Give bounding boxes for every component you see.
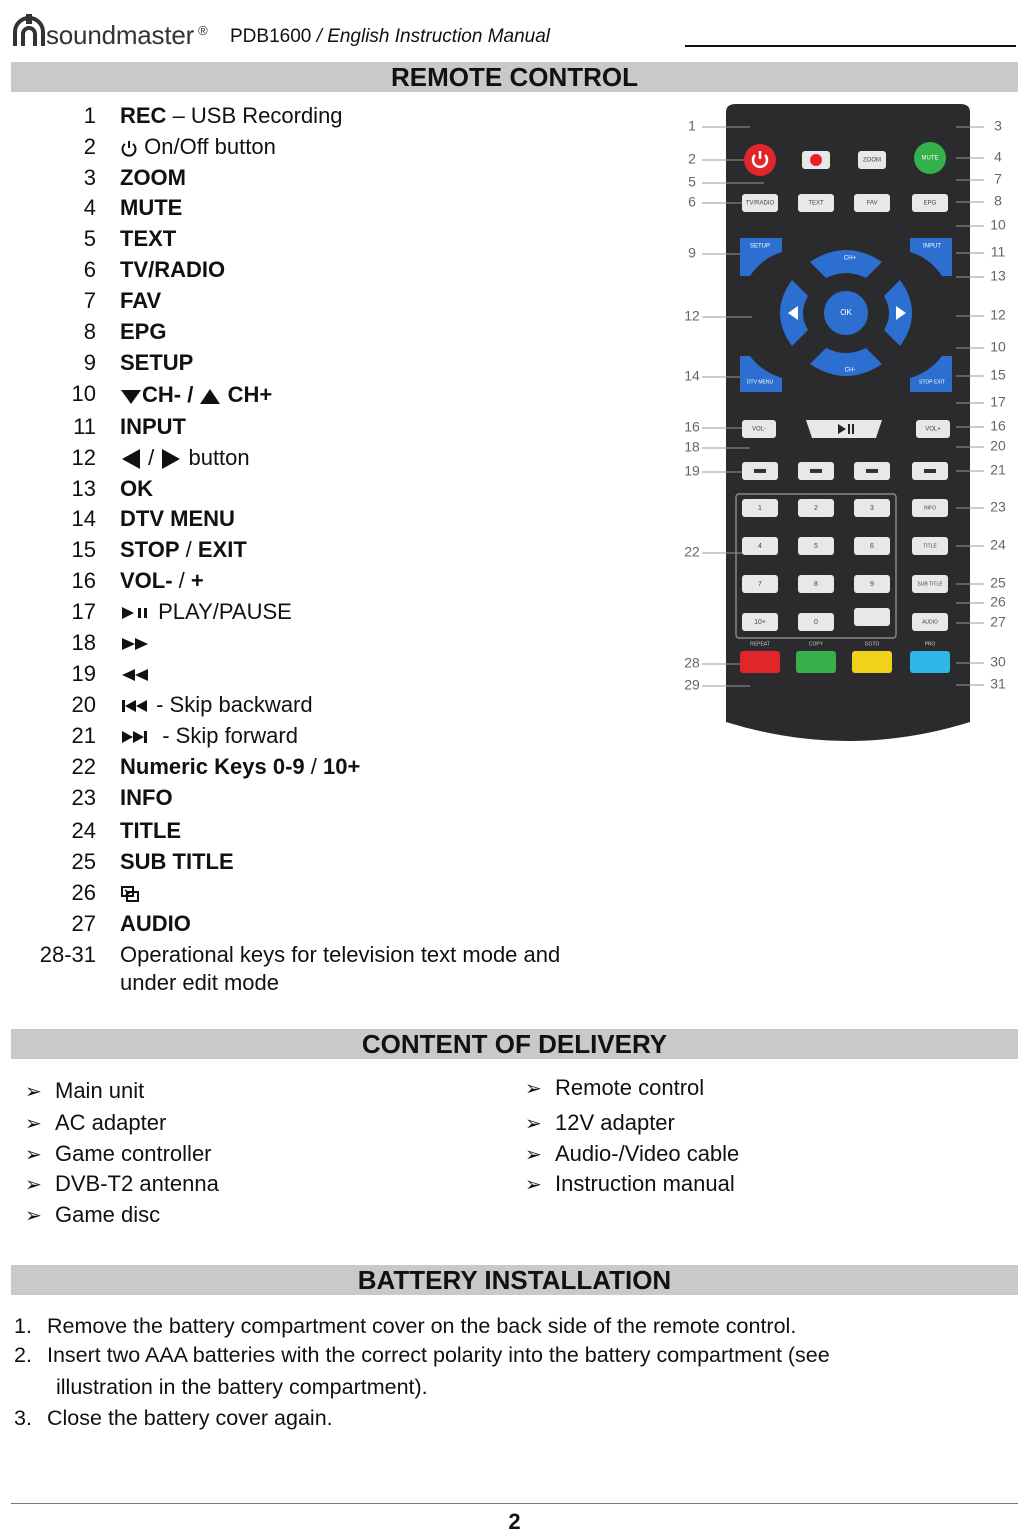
list-number: 22 [71, 754, 96, 779]
list-label [120, 880, 140, 906]
list-label [120, 661, 152, 687]
delivery-item [525, 1075, 704, 1101]
transport-icon [866, 469, 878, 473]
callout-number: 14 [684, 367, 700, 384]
list-label [120, 754, 360, 780]
callout-number: 12 [990, 306, 1006, 323]
list-number: 15 [71, 537, 96, 562]
list-number: 13 [71, 476, 96, 501]
list-number: 19 [71, 661, 96, 686]
key-desc: PLAY/PAUSE [158, 599, 292, 624]
delivery-item [25, 1141, 212, 1167]
list-label [120, 319, 166, 345]
battery-step [14, 1314, 796, 1339]
list-label [120, 723, 298, 749]
triangle-right-icon [160, 448, 182, 470]
key-desc: button [188, 445, 250, 470]
bullet-arrow-icon: ➢ [525, 1078, 542, 1100]
key-name-2: CH+ [227, 382, 273, 407]
section-heading-remote [11, 62, 1018, 92]
key-desc: - Skip forward [150, 723, 298, 748]
list-number: 11 [73, 414, 96, 439]
key-name: REC [120, 103, 167, 128]
callout-number: 20 [990, 437, 1006, 454]
bullet-arrow-icon: ➢ [525, 1174, 542, 1196]
record-icon [810, 154, 822, 166]
button-label: 1 [758, 504, 762, 512]
step-number: 3. [14, 1406, 32, 1430]
list-number: 27 [71, 911, 96, 936]
button-label: INFO [924, 505, 936, 512]
transport-icon [810, 469, 822, 473]
list-label [120, 195, 182, 221]
button-label: TV/RADIO [745, 200, 775, 207]
list-number: 23 [71, 785, 96, 810]
list-number: 28-31 [39, 942, 96, 967]
key-name-2: + [190, 568, 204, 593]
step-text: Close the battery cover again. [47, 1406, 333, 1430]
callout-number: 6 [688, 193, 696, 210]
list-label [120, 226, 176, 252]
separator: / [179, 537, 198, 562]
goto-color-button [852, 651, 892, 673]
key-name: ZOOM [120, 165, 186, 190]
list-number: 18 [71, 630, 96, 655]
callout-number: 17 [990, 393, 1006, 410]
document-subtitle [230, 26, 550, 48]
button-label: STOP EXIT [919, 379, 945, 386]
callout-number: 2 [688, 150, 696, 167]
key-name: CH- / [142, 382, 200, 407]
callout-number: 5 [688, 173, 696, 190]
callout-number: 15 [990, 366, 1006, 383]
callout-number: 16 [990, 417, 1006, 434]
button-label: CH- [844, 367, 856, 374]
power-icon [120, 139, 138, 157]
bullet-arrow-icon: ➢ [25, 1081, 42, 1103]
remote-control-illustration [678, 100, 1014, 770]
key-desc: – USB Recording [166, 103, 343, 128]
button-label: 0 [814, 618, 818, 626]
list-number: 10 [71, 381, 96, 406]
list-label [120, 257, 225, 283]
pause-bar [852, 424, 854, 434]
goto-icon [120, 884, 140, 904]
callout-number: 29 [684, 676, 700, 693]
section-title: BATTERY INSTALLATION [357, 1264, 672, 1295]
list-number: 4 [83, 195, 96, 220]
key-name: EPG [120, 319, 167, 344]
battery-step [14, 1343, 830, 1368]
button-label: 6 [870, 542, 874, 550]
callout-number: 3 [994, 117, 1002, 134]
list-number: 21 [71, 723, 96, 748]
section-heading-battery [11, 1265, 1018, 1295]
step-number: 1. [14, 1314, 32, 1338]
list-label [120, 382, 272, 408]
button-label: OK [840, 308, 852, 318]
brand-name: soundmaster [46, 20, 195, 50]
list-number: 2 [83, 134, 96, 159]
button-label: 4 [758, 542, 762, 550]
callout-number: 25 [990, 574, 1006, 591]
delivery-item [25, 1078, 144, 1104]
list-label [120, 414, 186, 440]
delivery-item-text: Audio-/Video cable [555, 1141, 740, 1166]
callout-number: 28 [684, 654, 700, 671]
key-name-2: EXIT [197, 537, 247, 562]
callout-number: 26 [990, 593, 1006, 610]
list-number: 7 [83, 288, 96, 313]
button-label: DTV MENU [746, 379, 774, 386]
callout-number: 9 [688, 244, 696, 261]
callout-number: 18 [684, 438, 700, 455]
key-name: TITLE [120, 818, 182, 843]
key-desc-2: under edit mode [120, 970, 279, 995]
list-label [120, 506, 235, 532]
list-number: 3 [83, 165, 96, 190]
soundmaster-logo-icon [12, 12, 46, 48]
button-label: VOL+ [925, 426, 941, 433]
list-number: 5 [83, 226, 96, 251]
play-pause-icon [120, 605, 152, 621]
step-number: 2. [14, 1343, 32, 1367]
bullet-arrow-icon: ➢ [25, 1113, 42, 1135]
footer-rule [11, 1503, 1018, 1504]
power-button [744, 144, 776, 176]
section-title: REMOTE CONTROL [391, 61, 638, 92]
key-name: SETUP [120, 350, 194, 375]
list-label [120, 165, 186, 191]
button-label: EPG [923, 200, 937, 207]
delivery-item [525, 1171, 735, 1197]
page-number: 2 [508, 1509, 521, 1534]
list-label [120, 692, 313, 718]
key-name: MUTE [120, 195, 183, 220]
goto-button [854, 608, 890, 626]
color-key-label: PRO [924, 641, 936, 648]
button-label: CH+ [843, 255, 857, 262]
separator: / [142, 445, 161, 470]
step-text: illustration in the battery compartment). [56, 1375, 428, 1399]
list-label [120, 818, 181, 844]
list-label [120, 288, 161, 314]
key-desc: - Skip backward [150, 692, 313, 717]
list-number: 25 [71, 849, 96, 874]
registered-mark: ® [198, 23, 208, 38]
callout-number: 12 [684, 307, 700, 324]
button-label: 2 [814, 504, 818, 512]
callout-number: 10 [990, 216, 1006, 233]
bullet-arrow-icon: ➢ [525, 1144, 542, 1166]
key-name: FAV [120, 288, 162, 313]
key-name-2: 10+ [323, 754, 361, 779]
button-label: VOL- [751, 426, 767, 433]
button-label: FAV [866, 200, 878, 207]
delivery-item-text: Main unit [55, 1078, 145, 1103]
list-label [120, 134, 276, 160]
button-label: 9 [870, 580, 874, 588]
callout-number: 10 [990, 338, 1006, 355]
list-number: 9 [83, 350, 96, 375]
button-label: TITLE [923, 543, 937, 550]
callout-number: 22 [684, 543, 700, 560]
key-name: SUB TITLE [120, 849, 234, 874]
battery-step [14, 1406, 333, 1431]
delivery-item [25, 1171, 219, 1197]
delivery-item-text: Remote control [555, 1075, 705, 1100]
list-number: 12 [71, 445, 96, 470]
bullet-arrow-icon: ➢ [25, 1174, 42, 1196]
callout-number: 23 [990, 498, 1006, 515]
list-label [120, 537, 247, 563]
delivery-item [525, 1141, 739, 1167]
step-text: Insert two AAA batteries with the correct polarity into the battery compartment (see [47, 1343, 830, 1367]
callout-number: 8 [994, 192, 1002, 209]
model-number: PDB1600 [230, 26, 312, 47]
color-key-label: GOTO [864, 641, 880, 648]
list-label [120, 911, 191, 937]
color-key-label: REPEAT [750, 641, 770, 648]
delivery-item-text: 12V adapter [555, 1110, 675, 1135]
list-number: 14 [71, 506, 96, 531]
list-label [120, 568, 204, 594]
delivery-item [525, 1110, 675, 1136]
callout-number: 31 [990, 675, 1006, 692]
pro-color-button [910, 651, 950, 673]
list-label [120, 476, 153, 502]
callout-number: 1 [688, 117, 696, 134]
fast-forward-icon [120, 635, 152, 653]
header-rule [685, 45, 1016, 47]
list-number: 1 [83, 103, 96, 128]
list-label [120, 445, 250, 471]
list-label [120, 849, 234, 875]
list-label [120, 599, 292, 625]
key-name: Numeric Keys 0-9 [120, 754, 305, 779]
callout-number: 7 [994, 170, 1002, 187]
bullet-arrow-icon: ➢ [25, 1205, 42, 1227]
button-label: 8 [814, 580, 818, 588]
skip-forward-icon [120, 728, 150, 746]
delivery-item [25, 1110, 166, 1136]
list-label [120, 350, 193, 376]
list-number: 17 [71, 599, 96, 624]
section-heading-delivery [11, 1029, 1018, 1059]
button-label: INPUT [923, 243, 941, 250]
key-name: STOP [120, 537, 180, 562]
callout-number: 19 [684, 462, 700, 479]
delivery-item-text: DVB-T2 antenna [55, 1171, 219, 1196]
skip-back-icon [120, 697, 150, 715]
list-label [120, 942, 560, 996]
callout-number: 11 [990, 243, 1006, 260]
callout-number: 13 [990, 267, 1006, 284]
key-name: OK [120, 476, 153, 501]
key-name: AUDIO [120, 911, 191, 936]
list-number: 16 [71, 568, 96, 593]
list-number: 20 [71, 692, 96, 717]
bullet-arrow-icon: ➢ [525, 1113, 542, 1135]
button-label: 3 [870, 504, 874, 512]
delivery-item-text: Game disc [55, 1202, 161, 1227]
transport-icon [754, 469, 766, 473]
button-label: AUDIO [922, 619, 938, 626]
key-name: TV/RADIO [120, 257, 226, 282]
callout-number: 24 [990, 536, 1006, 553]
list-number: 26 [71, 880, 96, 905]
triangle-down-icon [120, 387, 142, 405]
callout-number: 21 [990, 461, 1006, 478]
callout-number: 4 [994, 148, 1002, 165]
pause-bar [848, 424, 850, 434]
key-desc: On/Off button [144, 134, 276, 159]
delivery-item-text: Instruction manual [555, 1171, 735, 1196]
separator: / [172, 568, 191, 593]
key-name: TEXT [120, 226, 177, 251]
delivery-item-text: Game controller [55, 1141, 212, 1166]
copy-color-button [796, 651, 836, 673]
list-number: 24 [71, 818, 96, 843]
button-label: ZOOM [863, 157, 881, 164]
button-label: 5 [814, 542, 818, 550]
key-name: VOL- [120, 568, 173, 593]
callout-number: 27 [990, 613, 1006, 630]
delivery-item [25, 1202, 160, 1228]
rewind-icon [120, 666, 152, 684]
callout-number: 30 [990, 653, 1006, 670]
callout-number: 16 [684, 418, 700, 435]
button-label: 10+ [754, 618, 766, 626]
step-text: Remove the battery compartment cover on the back side of the remote control. [47, 1314, 797, 1338]
button-label: MUTE [921, 155, 939, 162]
list-number: 6 [83, 257, 96, 282]
button-label: 7 [758, 580, 762, 588]
transport-icon [924, 469, 936, 473]
bullet-arrow-icon: ➢ [25, 1144, 42, 1166]
delivery-item-text: AC adapter [55, 1110, 167, 1135]
button-label: TEXT [808, 200, 824, 207]
button-label: SETUP [749, 243, 771, 250]
list-label [120, 103, 343, 129]
manual-title: English Instruction Manual [327, 26, 551, 47]
key-desc: Operational keys for television text mode and [120, 942, 561, 967]
key-name: DTV MENU [120, 506, 235, 531]
brand-logo [12, 6, 208, 48]
triangle-up-icon [199, 387, 221, 405]
key-name: INPUT [120, 414, 186, 439]
button-label: SUB TITLE [917, 581, 943, 588]
list-label [120, 630, 152, 656]
list-label [120, 785, 173, 811]
color-key-label: COPY [808, 641, 824, 648]
separator: / [304, 754, 323, 779]
repeat-color-button [740, 651, 780, 673]
title-separator: / [311, 26, 328, 47]
section-title: CONTENT OF DELIVERY [361, 1028, 668, 1059]
key-name: INFO [120, 785, 173, 810]
battery-step [56, 1375, 428, 1400]
triangle-left-icon [120, 448, 142, 470]
list-number: 8 [83, 319, 96, 344]
